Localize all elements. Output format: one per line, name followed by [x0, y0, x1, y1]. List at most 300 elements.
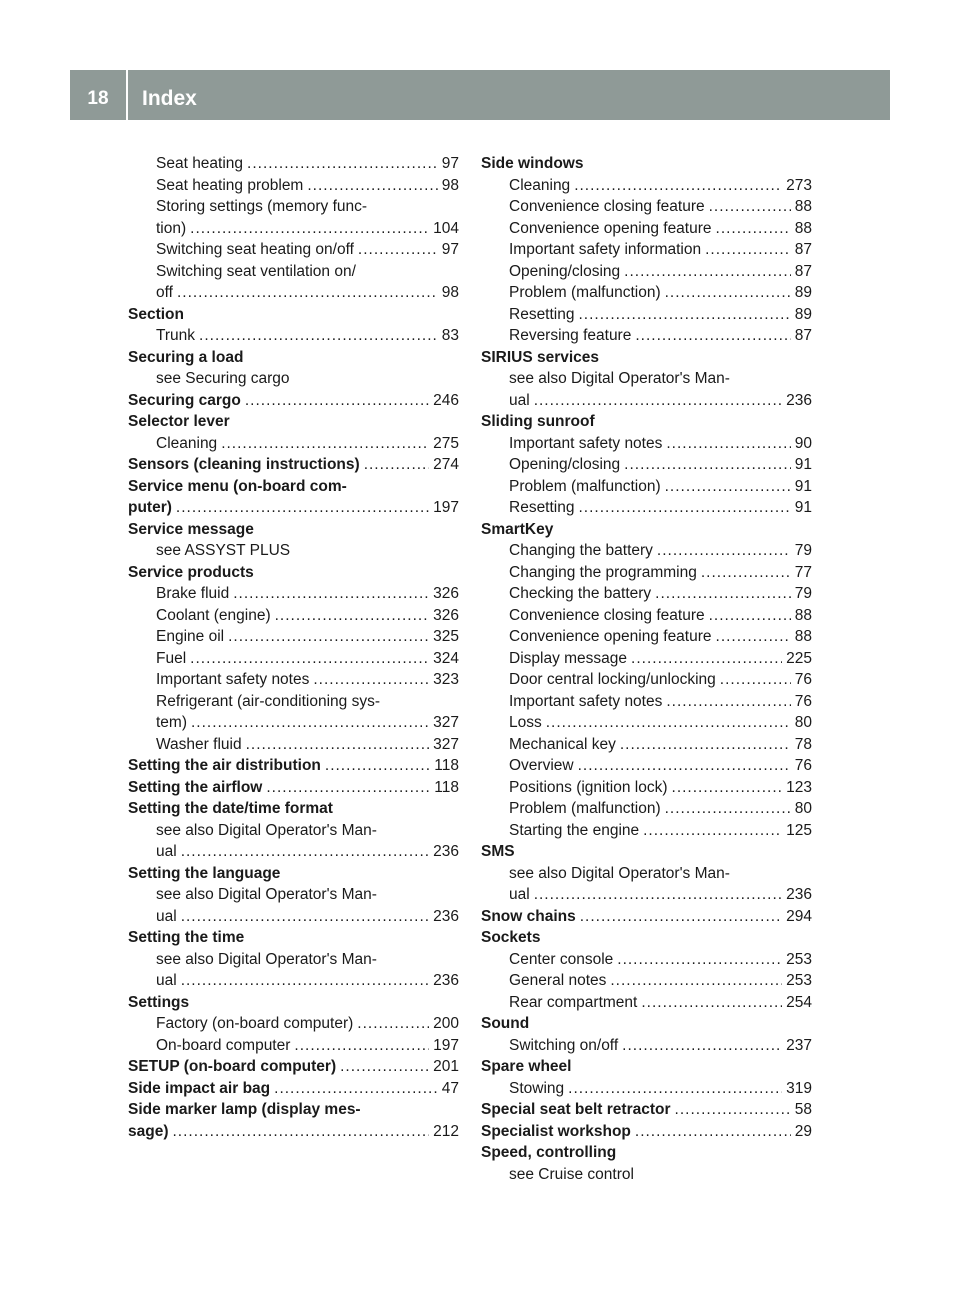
index-entry: [481, 476, 812, 498]
dot-leader: [274, 1078, 438, 1100]
index-entry: [128, 1013, 459, 1035]
index-heading: [128, 863, 459, 885]
page-reference[interactable]: 274: [433, 456, 459, 473]
page-reference[interactable]: 246: [433, 391, 459, 409]
entry-text: Securing cargo: [128, 391, 241, 409]
dot-leader: [665, 476, 791, 498]
entry-text: Display message: [509, 649, 628, 667]
index-entry: [481, 648, 812, 670]
entry-text: Coolant (engine): [156, 606, 271, 624]
entry-text: Setting the airflow: [128, 778, 263, 796]
page-reference[interactable]: 88: [794, 198, 812, 215]
entry-text: Checking the battery: [509, 585, 652, 602]
entry-text: Switching on/off: [509, 1036, 619, 1054]
page-reference[interactable]: 104: [433, 219, 459, 237]
dot-leader: [675, 1099, 791, 1121]
page-reference[interactable]: 87: [794, 262, 812, 280]
index-entry: [128, 540, 459, 562]
entry-text: Storing settings (memory func-: [156, 198, 368, 215]
dot-leader: [617, 949, 782, 971]
index-entry: [128, 648, 459, 670]
entry-text: Sound: [481, 1015, 530, 1032]
page-reference[interactable]: 273: [786, 176, 812, 194]
index-entry: [128, 820, 459, 842]
page-reference[interactable]: 90: [794, 434, 812, 452]
entry-text: Opening/closing: [509, 456, 621, 473]
page-reference[interactable]: 253: [786, 972, 812, 989]
page-reference[interactable]: 236: [433, 843, 459, 860]
index-heading: [481, 906, 812, 928]
page-reference[interactable]: 118: [434, 757, 459, 774]
entry-text: Seat heating: [156, 155, 244, 172]
index-heading: [481, 153, 812, 175]
page-reference[interactable]: 76: [794, 757, 812, 774]
entry-text: Section: [128, 305, 184, 323]
index-entry: [128, 970, 459, 992]
entry-text: Side marker lamp (display mes-: [128, 1101, 361, 1118]
index-entry: [481, 304, 812, 326]
dot-leader: [622, 1035, 782, 1057]
entry-text: see ASSYST PLUS: [156, 542, 291, 559]
dot-leader: [245, 390, 429, 412]
dot-leader: [534, 884, 782, 906]
entry-text: Side windows: [481, 155, 584, 172]
index-entry: [481, 282, 812, 304]
entry-text: ual: [156, 843, 177, 860]
page-reference[interactable]: 76: [794, 671, 812, 688]
dot-leader: [199, 325, 438, 347]
dot-leader: [716, 218, 791, 240]
page-reference[interactable]: 294: [786, 907, 812, 925]
dot-leader: [173, 1121, 430, 1143]
dot-leader: [294, 1035, 429, 1057]
index-entry: [128, 605, 459, 627]
entry-text: tion): [156, 219, 187, 237]
dot-leader: [624, 261, 791, 283]
dot-leader: [246, 734, 430, 756]
entry-text: Important safety notes: [509, 434, 663, 452]
entry-text: Setting the time: [128, 929, 245, 946]
dot-leader: [358, 239, 438, 261]
index-entry: [128, 325, 459, 347]
entry-text: Positions (ignition lock): [509, 778, 668, 796]
dot-leader: [313, 669, 429, 691]
dot-leader: [176, 497, 429, 519]
index-heading: [128, 411, 459, 433]
index-entry: [481, 605, 812, 627]
index-entry: [481, 1078, 812, 1100]
index-entry: [128, 196, 459, 218]
entry-text: Cleaning: [509, 176, 571, 194]
entry-text: Mechanical key: [509, 735, 616, 753]
entry-text: Opening/closing: [509, 262, 621, 280]
index-heading: [481, 927, 812, 949]
index-entry: [128, 884, 459, 906]
page-reference[interactable]: 118: [434, 778, 459, 796]
entry-text: Factory (on-board computer): [156, 1015, 354, 1032]
entry-text: SIRIUS services: [481, 348, 600, 366]
dot-leader: [672, 777, 783, 799]
entry-text: Changing the programming: [509, 563, 697, 581]
entry-text: Important safety notes: [509, 692, 663, 710]
page-reference[interactable]: 275: [433, 434, 459, 452]
entry-text: On-board computer: [156, 1036, 291, 1054]
index-heading: [128, 1056, 459, 1078]
index-entry: [481, 863, 812, 885]
entry-text: Problem (malfunction): [509, 800, 661, 817]
entry-text: Special seat belt retractor: [481, 1101, 671, 1118]
index-entry: [481, 325, 812, 347]
dot-leader: [190, 648, 429, 670]
entry-text: see also Digital Operator's Man-: [156, 886, 377, 903]
page-reference[interactable]: 327: [433, 714, 459, 731]
header-divider: [126, 70, 128, 120]
index-entry: [481, 562, 812, 584]
index-entry: [128, 949, 459, 971]
dot-leader: [665, 282, 791, 304]
page-reference[interactable]: 324: [433, 649, 459, 667]
index-heading: [128, 927, 459, 949]
entry-text: Service message: [128, 520, 254, 538]
entry-text: Setting the air distribution: [128, 757, 321, 774]
index-heading: [128, 476, 459, 498]
dot-leader: [578, 304, 790, 326]
page-reference[interactable]: 79: [794, 585, 812, 602]
dot-leader: [709, 196, 791, 218]
entry-text: see also Digital Operator's Man-: [156, 821, 377, 839]
page-reference[interactable]: 326: [433, 585, 459, 602]
index-entry: [481, 454, 812, 476]
index-heading: [128, 798, 459, 820]
index-entry: [481, 777, 812, 799]
entry-text: Convenience closing feature: [509, 198, 705, 215]
page-reference[interactable]: 197: [433, 1036, 459, 1054]
page-reference[interactable]: 88: [794, 219, 812, 237]
index-entry: [128, 153, 459, 175]
entry-text: Center console: [509, 950, 614, 968]
dot-leader: [580, 906, 782, 928]
index-entry: [128, 841, 459, 863]
index-entry: [481, 734, 812, 756]
index-heading: [481, 347, 812, 369]
entry-text: sage): [128, 1122, 169, 1140]
entry-text: ual: [509, 886, 530, 903]
dot-leader: [624, 454, 791, 476]
entry-text: Spare wheel: [481, 1058, 572, 1075]
index-entry: [481, 175, 812, 197]
dot-leader: [705, 239, 791, 261]
entry-text: Snow chains: [481, 907, 576, 925]
dot-leader: [307, 175, 437, 197]
entry-text: Side impact air bag: [128, 1079, 271, 1097]
page-reference[interactable]: 200: [433, 1015, 459, 1032]
index-entry: [481, 583, 812, 605]
entry-text: Trunk: [156, 327, 196, 344]
entry-text: Convenience opening feature: [509, 219, 712, 237]
entry-text: see also Digital Operator's Man-: [509, 864, 730, 882]
page-reference[interactable]: 97: [441, 241, 459, 258]
entry-text: Reversing feature: [509, 327, 632, 344]
index-entry: [481, 755, 812, 777]
entry-text: ual: [156, 907, 177, 925]
index-entry: [481, 390, 812, 412]
index-entry: [481, 798, 812, 820]
index-heading: [128, 1121, 459, 1143]
page-reference[interactable]: 79: [794, 542, 812, 559]
index-heading: [128, 777, 459, 799]
index-entry: [481, 368, 812, 390]
index-entry: [128, 433, 459, 455]
page-reference[interactable]: 98: [441, 284, 459, 301]
entry-text: Setting the date/time format: [128, 800, 333, 817]
entry-text: Problem (malfunction): [509, 477, 661, 495]
dot-leader: [233, 583, 429, 605]
page-reference[interactable]: 201: [433, 1058, 459, 1075]
entry-text: Loss: [509, 714, 542, 731]
entry-text: Setting the language: [128, 864, 281, 882]
dot-leader: [574, 175, 782, 197]
page-reference[interactable]: 87: [794, 327, 812, 344]
page-reference[interactable]: 236: [786, 391, 812, 409]
index-entry: [128, 626, 459, 648]
index-entry: [481, 626, 812, 648]
entry-text: Service products: [128, 563, 254, 581]
dot-leader: [655, 583, 791, 605]
entry-text: see also Digital Operator's Man-: [509, 370, 730, 387]
index-entry: [128, 583, 459, 605]
index-column-left: [128, 153, 459, 1142]
index-column-right: [481, 153, 812, 1185]
index-heading: [128, 562, 459, 584]
dot-leader: [247, 153, 438, 175]
page-reference[interactable]: 89: [794, 305, 812, 323]
dot-leader: [534, 390, 782, 412]
page-reference[interactable]: 237: [786, 1036, 812, 1054]
dot-leader: [325, 755, 430, 777]
index-entry: [481, 712, 812, 734]
page-number: 18: [87, 88, 109, 109]
page-reference[interactable]: 212: [433, 1122, 459, 1140]
entry-text: Washer fluid: [156, 735, 242, 753]
entry-text: Cleaning: [156, 434, 218, 452]
page-reference[interactable]: 327: [433, 735, 459, 753]
dot-leader: [641, 992, 782, 1014]
index-heading: [128, 519, 459, 541]
page-reference[interactable]: 123: [786, 778, 812, 796]
index-entry: [128, 239, 459, 261]
page-reference[interactable]: 88: [794, 628, 812, 645]
dot-leader: [177, 282, 438, 304]
dot-leader: [181, 841, 429, 863]
index-entry: [481, 433, 812, 455]
dot-leader: [568, 1078, 782, 1100]
entry-text: Speed, controlling: [481, 1144, 617, 1161]
page-reference[interactable]: 236: [786, 886, 812, 903]
entry-text: see Securing cargo: [156, 370, 290, 387]
page-reference[interactable]: 91: [794, 499, 812, 516]
page-reference[interactable]: 80: [794, 800, 812, 817]
dot-leader: [191, 712, 429, 734]
page-reference[interactable]: 89: [794, 284, 812, 301]
page-reference[interactable]: 197: [433, 499, 459, 516]
entry-text: ual: [509, 391, 530, 409]
index-entry: [481, 497, 812, 519]
index-entry: [481, 1035, 812, 1057]
entry-text: SETUP (on-board computer): [128, 1058, 337, 1075]
page-reference[interactable]: 91: [794, 477, 812, 495]
entry-text: Starting the engine: [509, 821, 640, 839]
page-reference[interactable]: 319: [786, 1079, 812, 1097]
index-entry: [481, 992, 812, 1014]
index-heading: [481, 1099, 812, 1121]
index-heading: [481, 1056, 812, 1078]
entry-text: Sockets: [481, 929, 541, 946]
page-reference[interactable]: 236: [433, 972, 459, 989]
index-heading: [128, 347, 459, 369]
page-reference[interactable]: 97: [441, 155, 459, 172]
dot-leader: [716, 626, 791, 648]
entry-text: puter): [128, 499, 172, 516]
index-heading: [128, 390, 459, 412]
entry-text: Seat heating problem: [156, 176, 304, 194]
page-reference[interactable]: 87: [794, 241, 812, 258]
dot-leader: [228, 626, 429, 648]
entry-text: Selector lever: [128, 413, 230, 430]
dot-leader: [340, 1056, 429, 1078]
index-entry: [128, 1035, 459, 1057]
dot-leader: [666, 433, 790, 455]
entry-text: Changing the battery: [509, 542, 653, 559]
page-reference[interactable]: 76: [794, 692, 812, 710]
page-reference[interactable]: 98: [441, 176, 459, 194]
entry-text: Service menu (on-board com-: [128, 477, 347, 495]
entry-text: ual: [156, 972, 177, 989]
entry-text: tem): [156, 714, 187, 731]
dot-leader: [720, 669, 791, 691]
index-entry: [128, 282, 459, 304]
dot-leader: [266, 777, 430, 799]
index-heading: [128, 454, 459, 476]
page-reference[interactable]: 254: [786, 993, 812, 1011]
page-reference[interactable]: 58: [794, 1101, 812, 1118]
dot-leader: [190, 218, 429, 240]
index-heading: [128, 992, 459, 1014]
entry-text: Resetting: [509, 499, 575, 516]
dot-leader: [578, 497, 790, 519]
index-heading: [128, 1099, 459, 1121]
index-entry: [481, 239, 812, 261]
index-heading: [128, 1078, 459, 1100]
page-reference[interactable]: 88: [794, 606, 812, 624]
entry-text: Rear compartment: [509, 993, 638, 1011]
dot-leader: [364, 454, 429, 476]
dot-leader: [275, 605, 430, 627]
dot-leader: [546, 712, 791, 734]
page-reference[interactable]: 326: [433, 606, 459, 624]
index-heading: [481, 519, 812, 541]
entry-text: Sensors (cleaning instructions): [128, 456, 360, 473]
dot-leader: [635, 1121, 791, 1143]
index-entry: [481, 970, 812, 992]
page-reference[interactable]: 78: [794, 735, 812, 753]
index-heading: [128, 497, 459, 519]
index-entry: [481, 820, 812, 842]
page-reference[interactable]: 47: [441, 1079, 459, 1097]
dot-leader: [610, 970, 782, 992]
entry-text: Switching seat heating on/off: [156, 241, 354, 258]
page-reference[interactable]: 225: [786, 649, 812, 667]
index-entry: [481, 669, 812, 691]
entry-text: Specialist workshop: [481, 1122, 631, 1140]
page-reference[interactable]: 29: [794, 1122, 812, 1140]
page-reference[interactable]: 77: [794, 563, 812, 581]
page-reference[interactable]: 91: [794, 456, 812, 473]
dot-leader: [620, 734, 791, 756]
entry-text: Door central locking/unlocking: [509, 671, 716, 688]
page-reference[interactable]: 125: [786, 821, 812, 839]
index-entry: [481, 691, 812, 713]
index-entry: [481, 196, 812, 218]
index-heading: [128, 755, 459, 777]
section-title: Index: [142, 87, 197, 110]
page-reference[interactable]: 83: [441, 327, 459, 344]
page-reference[interactable]: 325: [433, 628, 459, 645]
entry-text: General notes: [509, 972, 607, 989]
page-reference[interactable]: 236: [433, 907, 459, 925]
index-entry: [128, 712, 459, 734]
index-heading: [128, 304, 459, 326]
dot-leader: [357, 1013, 429, 1035]
entry-text: Switching seat ventilation on/: [156, 262, 356, 280]
dot-leader: [221, 433, 429, 455]
index-entry: [128, 734, 459, 756]
entry-text: Overview: [509, 757, 574, 774]
index-entry: [128, 691, 459, 713]
index-entry: [128, 906, 459, 928]
page-header: [70, 70, 890, 120]
entry-text: Stowing: [509, 1079, 565, 1097]
index-heading: [481, 1121, 812, 1143]
dot-leader: [665, 798, 791, 820]
dot-leader: [635, 325, 790, 347]
page-reference[interactable]: 253: [786, 950, 812, 968]
page-reference[interactable]: 323: [433, 671, 459, 688]
index-entry: [481, 949, 812, 971]
dot-leader: [657, 540, 791, 562]
entry-text: Settings: [128, 993, 190, 1011]
page-reference[interactable]: 80: [794, 714, 812, 731]
entry-text: Engine oil: [156, 628, 225, 645]
index-entry: [481, 540, 812, 562]
entry-text: Resetting: [509, 305, 575, 323]
entry-text: Convenience opening feature: [509, 628, 712, 645]
entry-text: off: [156, 284, 173, 301]
entry-text: SMS: [481, 843, 515, 860]
index-entry: [481, 218, 812, 240]
entry-text: Brake fluid: [156, 585, 230, 602]
entry-text: Securing a load: [128, 348, 244, 366]
entry-text: Fuel: [156, 649, 187, 667]
dot-leader: [578, 755, 791, 777]
entry-text: Important safety information: [509, 241, 702, 258]
index-entry: [128, 218, 459, 240]
index-entry: [481, 1164, 812, 1186]
dot-leader: [631, 648, 782, 670]
index-entry: [128, 669, 459, 691]
index-entry: [481, 884, 812, 906]
dot-leader: [643, 820, 782, 842]
entry-text: SmartKey: [481, 520, 554, 538]
